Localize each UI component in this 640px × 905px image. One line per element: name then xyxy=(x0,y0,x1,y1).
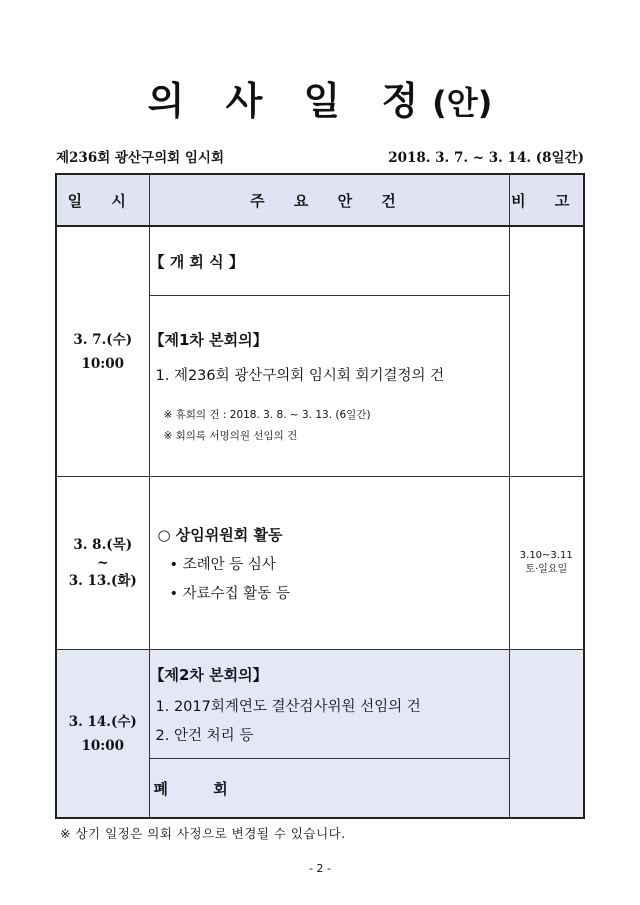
table-row xyxy=(56,477,584,650)
session1-cell xyxy=(149,296,509,477)
row2-remarks xyxy=(509,477,584,650)
footnote: ※ 상기 일정은 의회 사정으로 변경될 수 있습니다. xyxy=(60,826,346,841)
row1-remarks xyxy=(509,226,584,477)
session2-cell xyxy=(149,650,509,759)
row1-date: 3. 7.(수) 10:00 xyxy=(56,226,149,477)
remark-line2: 토·일요일 xyxy=(525,564,568,575)
closing-label: 폐 회 xyxy=(153,779,248,798)
session1-head: 【제1차 본회의】 xyxy=(149,331,268,349)
header-date: 일 시 xyxy=(56,174,149,226)
session-meta xyxy=(56,146,584,166)
opening-ceremony-cell xyxy=(149,226,509,296)
session-label: 제236회 광산구의회 임시회 xyxy=(56,150,224,166)
row2-date: 3. 8.(목) ~ 3. 13.(화) xyxy=(56,477,149,650)
header-remarks: 비 고 xyxy=(509,174,584,226)
session2-head: 【제2차 본회의】 xyxy=(149,665,268,684)
page-title xyxy=(0,70,640,130)
period-label: 2018. 3. 7. ~ 3. 14. (8일간) xyxy=(388,150,584,166)
committee-bullet2: • 자료수집 활동 등 xyxy=(169,585,290,602)
title-suffix: (안) xyxy=(432,84,493,122)
table-row xyxy=(56,226,584,296)
committee-bullet1: • 조례안 등 심사 xyxy=(169,556,276,573)
remark-line1: 3.10~3.11 xyxy=(519,550,573,561)
session1-note2: ※ 회의록 서명의원 선임의 건 xyxy=(163,430,298,442)
committee-activity-head: ○ 상임위원회 활동 xyxy=(157,525,283,544)
committee-activity-cell xyxy=(149,477,509,650)
header-row xyxy=(56,174,584,226)
session2-item2: 2. 안건 처리 등 xyxy=(155,727,254,744)
header-agenda: 주 요 안 건 xyxy=(149,174,509,226)
table-row xyxy=(56,650,584,759)
schedule-table xyxy=(55,173,585,819)
page-number: - 2 - xyxy=(309,862,331,875)
session1-note1: ※ 휴회의 건 : 2018. 3. 8. ~ 3. 13. (6일간) xyxy=(163,409,371,421)
closing-cell xyxy=(149,759,509,819)
row3-date: 3. 14.(수) 10:00 xyxy=(56,650,149,819)
session1-item1: 1. 제236회 광산구의회 임시회 회기결정의 건 xyxy=(155,368,445,384)
opening-ceremony: 【 개 회 식 】 xyxy=(149,252,244,271)
session2-item1: 1. 2017회계연도 결산검사위원 선임의 건 xyxy=(155,698,421,715)
row3-remarks xyxy=(509,650,584,819)
title-main: 의 사 일 정 xyxy=(147,79,433,123)
